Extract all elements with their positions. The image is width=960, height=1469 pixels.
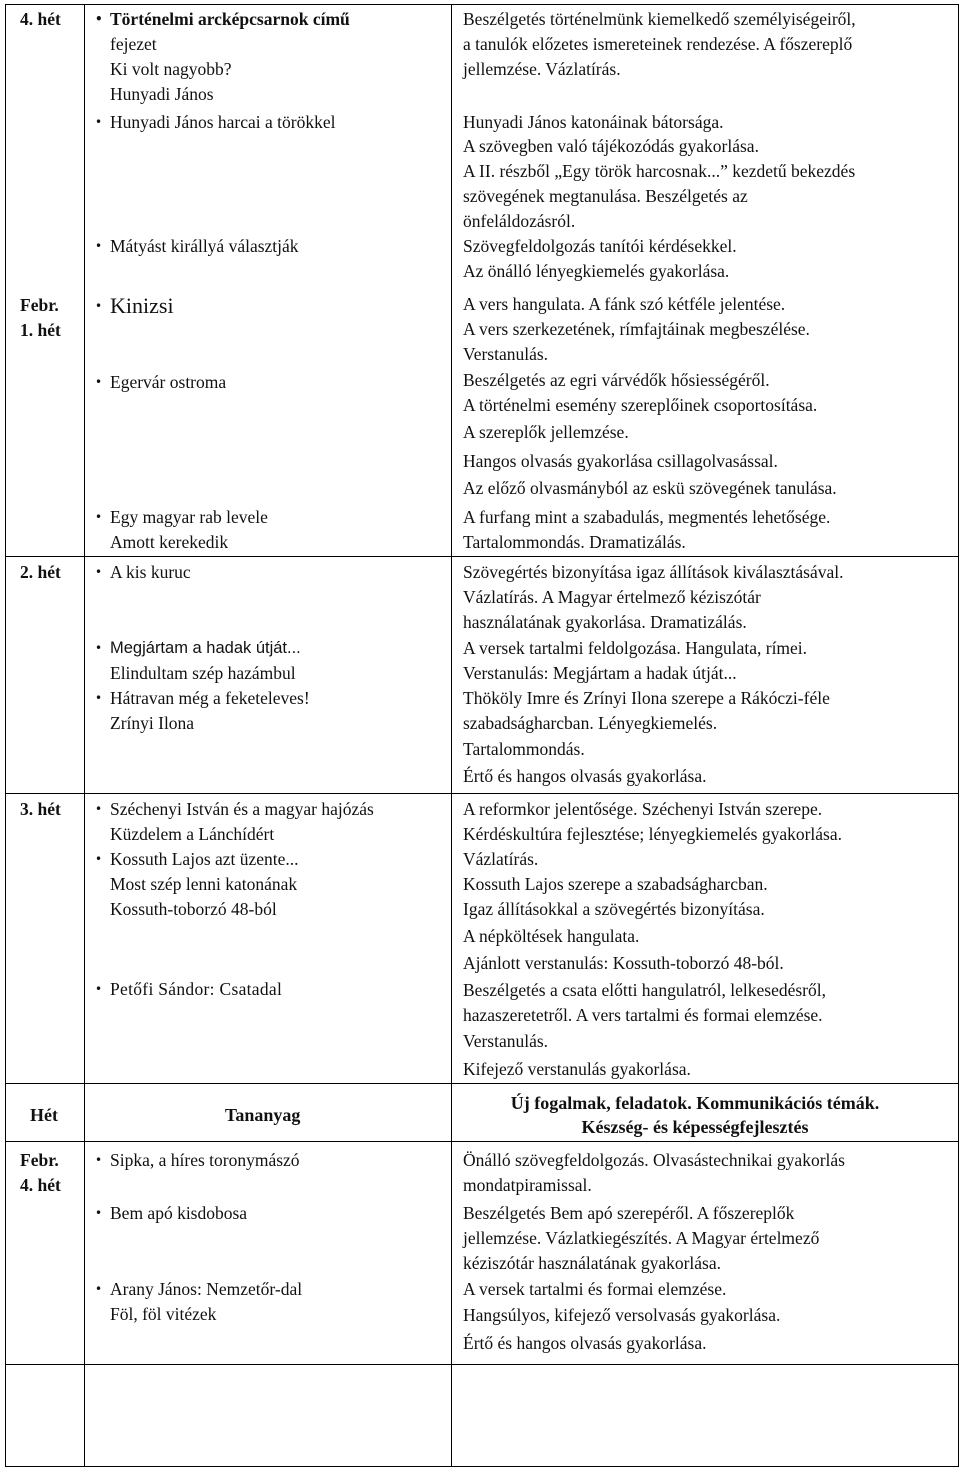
week-cell: Febr. [20, 295, 59, 315]
row-divider [5, 1364, 959, 1365]
week-cell: 3. hét [20, 799, 61, 819]
list-item: • Mátyást királlyá választják [110, 234, 299, 259]
description-line: A népköltések hangulata. [463, 926, 640, 946]
row-divider [5, 1083, 959, 1084]
description-line: A szövegben való tájékozódás gyakorlása. [463, 136, 759, 156]
description-line: A történelmi esemény szereplőinek csoportosítása. [463, 395, 818, 415]
list-item: • Petőfi Sándor: Csatadal [110, 977, 282, 1002]
list-item: Amott kerekedik [110, 532, 229, 552]
description-line: Hunyadi János katonáinak bátorsága. [463, 112, 724, 132]
list-item: • Arany János: Nemzetőr-dal [110, 1277, 302, 1302]
description-line: Önálló szövegfeldolgozás. Olvasástechnikai gyakorlás [463, 1150, 845, 1170]
list-item: • Bem apó kisdobosa [110, 1201, 247, 1226]
list-item: • Egy magyar rab levele [110, 505, 268, 530]
description-line: A vers hangulata. A fánk szó kétféle jelentése. [463, 294, 786, 314]
description-line: használatának gyakorlása. Dramatizálás. [463, 612, 747, 632]
list-item: Elindultam szép hazámbul [110, 663, 296, 683]
description-line: a tanulók előzetes ismereteinek rendezése. A főszereplő [463, 34, 853, 54]
list-item: Zrínyi Ilona [110, 713, 195, 733]
description-line: Vázlatírás. A Magyar értelmező kéziszótár [463, 587, 761, 607]
list-item: fejezet [110, 34, 157, 54]
list-item: Föl, föl vitézek [110, 1304, 217, 1324]
list-item: • Kossuth Lajos azt üzente... [110, 847, 299, 872]
list-item: • Hunyadi János harcai a törökkel [110, 110, 335, 135]
list-item: • Sipka, a híres toronymászó [110, 1148, 300, 1173]
description-line: Az önálló lényegkiemelés gyakorlása. [463, 261, 730, 281]
description-line: szabadságharcban. Lényegkiemelés. [463, 713, 718, 733]
description-line: Verstanulás. [463, 344, 549, 364]
list-item: Hunyadi János [110, 84, 214, 104]
list-item: • A kis kuruc [110, 560, 191, 585]
row-divider [5, 793, 959, 794]
description-line: Igaz állításokkal a szövegértés bizonyítása. [463, 899, 765, 919]
description-line: Szövegértés bizonyítása igaz állítások kiválasztásával. [463, 562, 844, 582]
list-item: • Történelmi arcképcsarnok című [110, 7, 350, 32]
header-content: Tananyag [225, 1105, 301, 1125]
description-line: Beszélgetés történelmünk kiemelkedő személyiségeiről, [463, 9, 856, 29]
list-item: • Széchenyi István és a magyar hajózás [110, 797, 374, 822]
description-line: A versek tartalmi feldolgozása. Hangulata, rímei. [463, 638, 808, 658]
list-item: Küzdelem a Lánchídért [110, 824, 275, 844]
description-line: Szövegfeldolgozás tanítói kérdésekkel. [463, 236, 737, 256]
week-cell: 4. hét [20, 9, 61, 29]
list-item: • Megjártam a hadak útját... [110, 636, 301, 661]
list-item: • Hátravan még a feketeleves! [110, 686, 310, 711]
description-line: önfeláldozásról. [463, 211, 576, 231]
row-divider [5, 556, 959, 557]
description-line: Hangsúlyos, kifejező versolvasás gyakorlása. [463, 1305, 781, 1325]
description-line: A versek tartalmi és formai elemzése. [463, 1279, 727, 1299]
description-line: Kossuth Lajos szerepe a szabadságharcban. [463, 874, 768, 894]
description-line: Ajánlott verstanulás: Kossuth-toborzó 48-ból. [463, 953, 784, 973]
description-line: kéziszótár használatának gyakorlása. [463, 1253, 721, 1273]
list-item: • Kinizsi [110, 294, 174, 319]
description-line: mondatpiramissal. [463, 1175, 592, 1195]
list-item: Most szép lenni katonának [110, 874, 298, 894]
column-divider [451, 4, 452, 1467]
header-skills-sub: Készség- és képességfejlesztés [581, 1117, 809, 1137]
description-line: Beszélgetés Bem apó szerepéről. A főszereplők [463, 1203, 795, 1223]
list-item: Kossuth-toborzó 48-ból [110, 899, 277, 919]
description-line: Thököly Imre és Zrínyi Ilona szerepe a Rákóczi-féle [463, 688, 830, 708]
description-line: Kifejező verstanulás gyakorlása. [463, 1059, 691, 1079]
description-line: Tartalommondás. [463, 739, 585, 759]
description-line: Tartalommondás. Dramatizálás. [463, 532, 686, 552]
description-line: Beszélgetés az egri várvédők hősiességéről. [463, 370, 770, 390]
week-cell: 2. hét [20, 562, 61, 582]
column-divider [84, 4, 85, 1467]
header-skills: Új fogalmak, feladatok. Kommunikációs témák. [510, 1093, 880, 1113]
description-line: jellemzése. Vázlatírás. [463, 59, 621, 79]
description-line: Beszélgetés a csata előtti hangulatról, lelkesedésről, [463, 980, 826, 1000]
description-line: Verstanulás: Megjártam a hadak útját... [463, 663, 737, 683]
description-line: Értő és hangos olvasás gyakorlása. [463, 1333, 707, 1353]
week-cell: 4. hét [20, 1175, 61, 1195]
description-line: Értő és hangos olvasás gyakorlása. [463, 766, 707, 786]
list-item: • Egervár ostroma [110, 370, 226, 395]
description-line: Hangos olvasás gyakorlása csillagolvasással. [463, 451, 778, 471]
description-line: hazaszeretetről. A vers tartalmi és formai elemzése. [463, 1005, 823, 1025]
description-line: A furfang mint a szabadulás, megmentés lehetősége. [463, 507, 831, 527]
description-line: A II. részből „Egy török harcosnak...” kezdetű bekezdés [463, 161, 856, 181]
description-line: Kérdéskultúra fejlesztése; lényegkiemelés gyakorlása. [463, 824, 843, 844]
description-line: Vázlatírás. [463, 849, 539, 869]
week-cell: 1. hét [20, 320, 61, 340]
description-line: szövegének megtanulása. Beszélgetés az [463, 186, 748, 206]
description-line: Verstanulás. [463, 1031, 549, 1051]
description-line: jellemzése. Vázlatkiegészítés. A Magyar értelmező [463, 1228, 820, 1248]
row-divider [5, 1141, 959, 1142]
description-line: A reformkor jelentősége. Széchenyi István szerepe. [463, 799, 823, 819]
header-week: Hét [30, 1105, 58, 1125]
week-cell: Febr. [20, 1150, 59, 1170]
description-line: Az előző olvasmányból az eskü szövegének tanulása. [463, 478, 837, 498]
description-line: A vers szerkezetének, rímfajtáinak megbeszélése. [463, 319, 810, 339]
description-line: A szereplők jellemzése. [463, 422, 629, 442]
list-item: Ki volt nagyobb? [110, 59, 232, 79]
